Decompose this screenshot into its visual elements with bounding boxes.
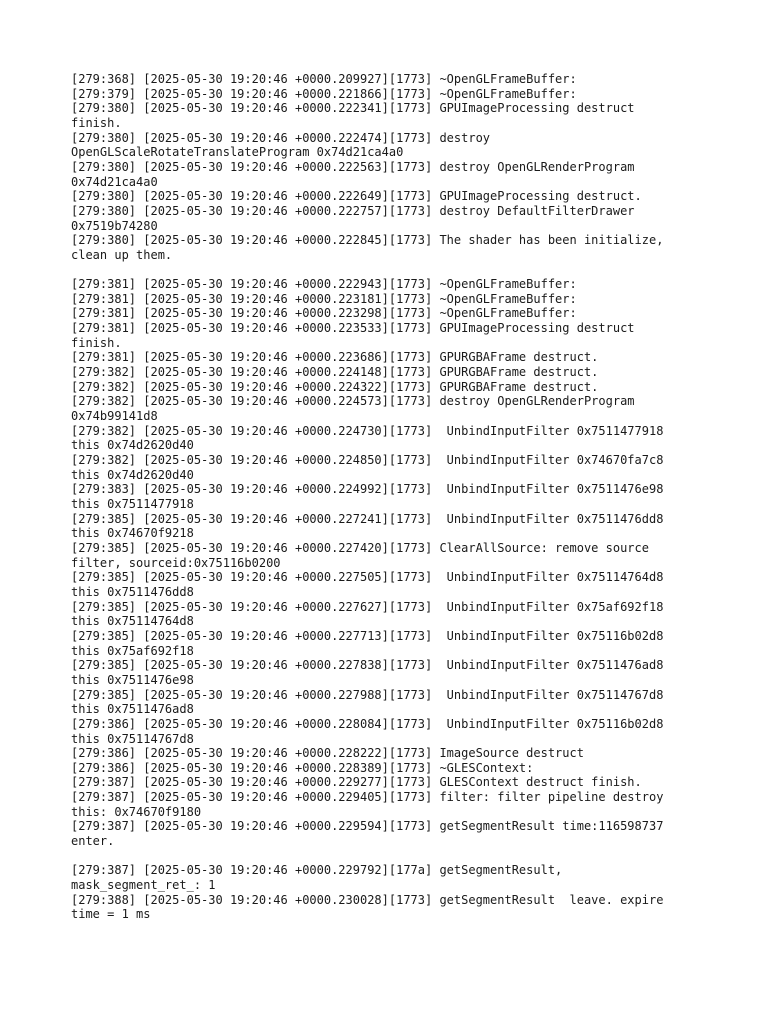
- log-line: [279:387] [2025-05-30 19:20:46 +0000.229594][1773] getSegmentResult time:116598737: [71, 819, 664, 834]
- log-line: [279:385] [2025-05-30 19:20:46 +0000.227241][1773] UnbindInputFilter 0x7511476dd8: [71, 511, 664, 526]
- log-line: [279:381] [2025-05-30 19:20:46 +0000.223298][1773] ~OpenGLFrameBuffer:: [71, 306, 577, 321]
- log-line: [279:380] [2025-05-30 19:20:46 +0000.222757][1773] destroy DefaultFilterDrawer: [71, 203, 635, 218]
- log-line: [279:385] [2025-05-30 19:20:46 +0000.227505][1773] UnbindInputFilter 0x75114764d8: [71, 570, 664, 585]
- log-line: finish.: [71, 335, 122, 350]
- log-line: this 0x75114767d8: [71, 731, 194, 746]
- log-line: [279:385] [2025-05-30 19:20:46 +0000.227713][1773] UnbindInputFilter 0x75116b02d8: [71, 628, 664, 643]
- log-line: this 0x7511476ad8: [71, 702, 194, 717]
- log-line: [279:368] [2025-05-30 19:20:46 +0000.209927][1773] ~OpenGLFrameBuffer:: [71, 72, 577, 86]
- log-line: [279:382] [2025-05-30 19:20:46 +0000.224730][1773] UnbindInputFilter 0x7511477918: [71, 423, 664, 438]
- log-line: [279:385] [2025-05-30 19:20:46 +0000.227627][1773] UnbindInputFilter 0x75af692f18: [71, 599, 664, 614]
- log-line: [279:381] [2025-05-30 19:20:46 +0000.223686][1773] GPURGBAFrame destruct.: [71, 350, 599, 365]
- log-line: [279:386] [2025-05-30 19:20:46 +0000.228222][1773] ImageSource destruct: [71, 746, 584, 761]
- log-line: [279:380] [2025-05-30 19:20:46 +0000.222341][1773] GPUImageProcessing destruct: [71, 101, 635, 116]
- log-line: [279:382] [2025-05-30 19:20:46 +0000.224322][1773] GPURGBAFrame destruct.: [71, 379, 599, 394]
- log-line: filter, sourceid:0x75116b0200: [71, 555, 281, 570]
- log-line: 0x74d21ca4a0: [71, 174, 158, 189]
- blank-line: [71, 849, 701, 864]
- log-line: this 0x75af692f18: [71, 643, 194, 658]
- log-line: [279:380] [2025-05-30 19:20:46 +0000.222563][1773] destroy OpenGLRenderProgram: [71, 159, 635, 174]
- log-line: [279:385] [2025-05-30 19:20:46 +0000.227838][1773] UnbindInputFilter 0x7511476ad8: [71, 658, 664, 673]
- log-line: this 0x74d2620d40: [71, 467, 194, 482]
- log-line: OpenGLScaleRotateTranslateProgram 0x74d21ca4a0: [71, 145, 404, 160]
- log-line: this 0x7511477918: [71, 497, 194, 512]
- log-line: this 0x75114764d8: [71, 614, 194, 629]
- blank-line: [71, 263, 701, 278]
- log-line: 0x74b99141d8: [71, 409, 158, 424]
- log-line: [279:386] [2025-05-30 19:20:46 +0000.228389][1773] ~GLESContext:: [71, 760, 534, 775]
- log-line: time = 1 ms: [71, 907, 151, 922]
- log-line: this 0x74d2620d40: [71, 438, 194, 453]
- log-line: [279:388] [2025-05-30 19:20:46 +0000.230028][1773] getSegmentResult leave. expire: [71, 892, 664, 907]
- log-line: [279:382] [2025-05-30 19:20:46 +0000.224850][1773] UnbindInputFilter 0x74670fa7c8: [71, 453, 664, 468]
- log-line: [279:381] [2025-05-30 19:20:46 +0000.222943][1773] ~OpenGLFrameBuffer:: [71, 277, 577, 292]
- log-line: this 0x7511476e98: [71, 672, 194, 687]
- log-line: clean up them.: [71, 247, 173, 262]
- log-line: this 0x7511476dd8: [71, 584, 194, 599]
- log-text-block: [71, 72, 701, 922]
- log-line: [279:387] [2025-05-30 19:20:46 +0000.229405][1773] filter: filter pipeline destroy: [71, 790, 664, 805]
- log-line: [279:385] [2025-05-30 19:20:46 +0000.227420][1773] ClearAllSource: remove source: [71, 540, 649, 555]
- log-line: [279:380] [2025-05-30 19:20:46 +0000.222474][1773] destroy: [71, 130, 491, 145]
- log-line: this 0x74670f9218: [71, 526, 194, 541]
- log-line: [279:382] [2025-05-30 19:20:46 +0000.224148][1773] GPURGBAFrame destruct.: [71, 365, 599, 380]
- log-line: [279:381] [2025-05-30 19:20:46 +0000.223533][1773] GPUImageProcessing destruct: [71, 321, 635, 336]
- log-line: [279:386] [2025-05-30 19:20:46 +0000.228084][1773] UnbindInputFilter 0x75116b02d8: [71, 716, 664, 731]
- log-line: this: 0x74670f9180: [71, 804, 202, 819]
- log-line: [279:380] [2025-05-30 19:20:46 +0000.222649][1773] GPUImageProcessing destruct.: [71, 189, 642, 204]
- log-line: finish.: [71, 115, 122, 130]
- log-line: [279:383] [2025-05-30 19:20:46 +0000.224992][1773] UnbindInputFilter 0x7511476e98: [71, 482, 664, 497]
- log-line: 0x7519b74280: [71, 218, 158, 233]
- log-line: mask_segment_ret_: 1: [71, 878, 216, 893]
- log-line: enter.: [71, 834, 115, 849]
- log-line: [279:379] [2025-05-30 19:20:46 +0000.221866][1773] ~OpenGLFrameBuffer:: [71, 86, 577, 101]
- log-line: [279:387] [2025-05-30 19:20:46 +0000.229792][177a] getSegmentResult,: [71, 863, 563, 878]
- log-line: [279:382] [2025-05-30 19:20:46 +0000.224573][1773] destroy OpenGLRenderProgram: [71, 394, 635, 409]
- log-line: [279:385] [2025-05-30 19:20:46 +0000.227988][1773] UnbindInputFilter 0x75114767d8: [71, 687, 664, 702]
- log-line: [279:380] [2025-05-30 19:20:46 +0000.222845][1773] The shader has been initialize,: [71, 233, 664, 248]
- log-line: [279:387] [2025-05-30 19:20:46 +0000.229277][1773] GLESContext destruct finish.: [71, 775, 642, 790]
- log-line: [279:381] [2025-05-30 19:20:46 +0000.223181][1773] ~OpenGLFrameBuffer:: [71, 291, 577, 306]
